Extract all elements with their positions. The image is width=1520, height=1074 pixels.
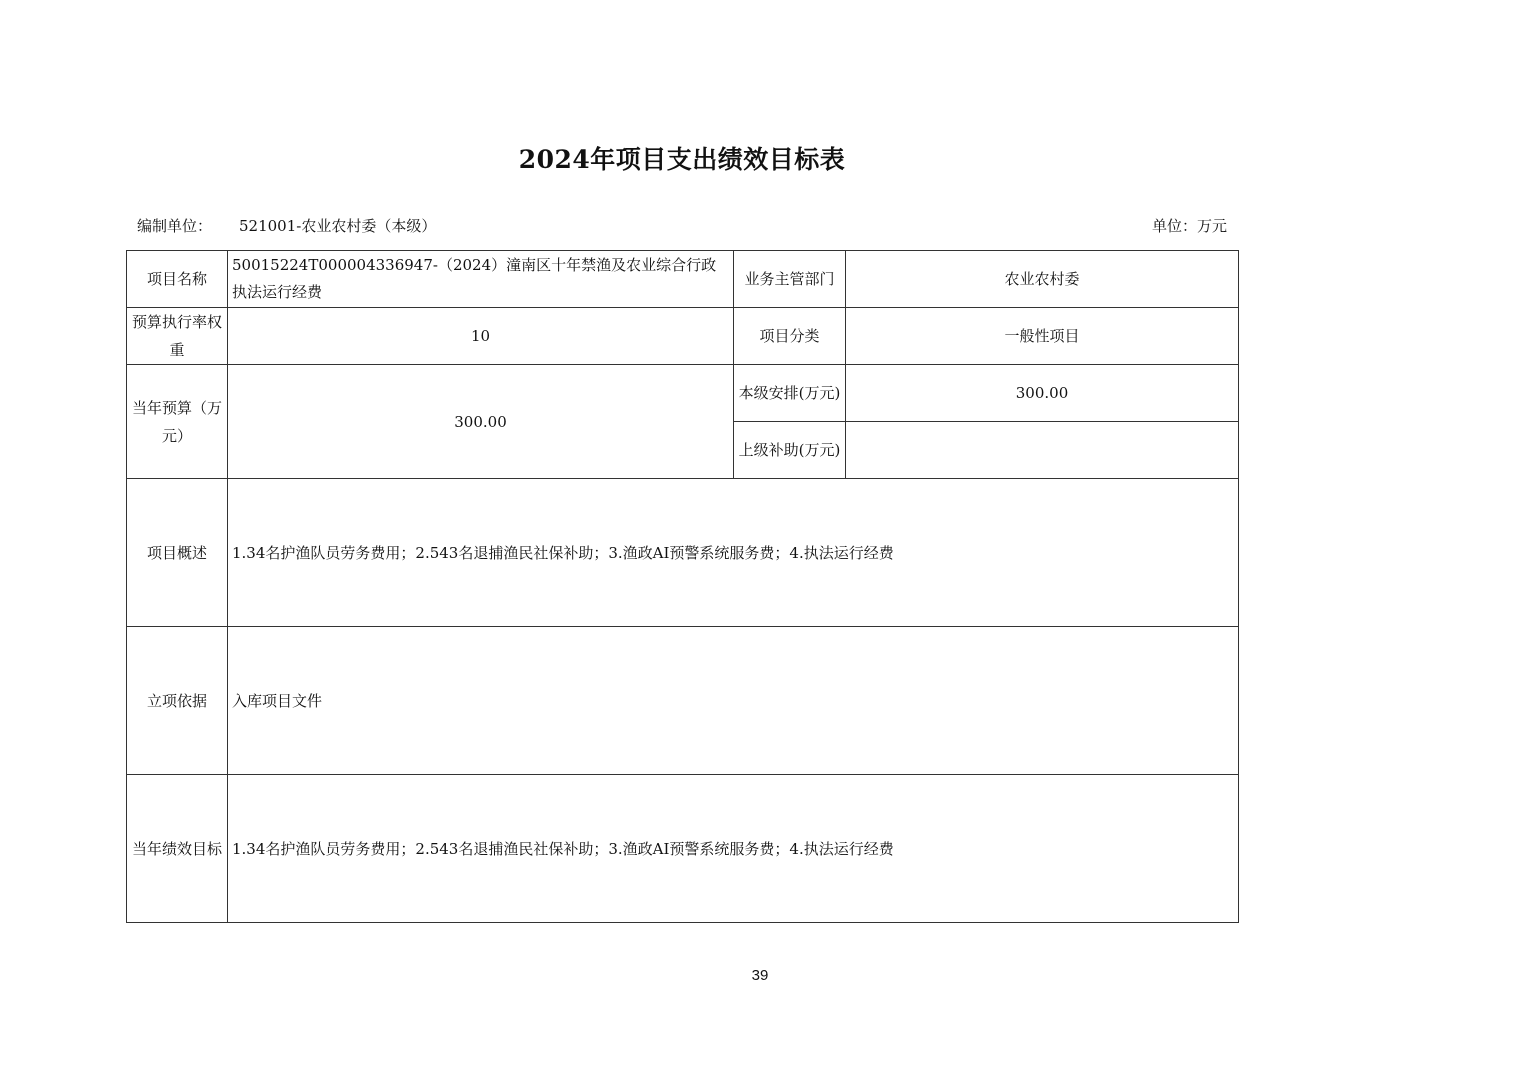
category-value: 一般性项目: [846, 308, 1239, 365]
org-value: 521001-农业农村委（本级）: [239, 217, 437, 235]
goal-label: 当年绩效目标: [127, 775, 228, 923]
dept-label: 业务主管部门: [734, 251, 846, 308]
unit-label: 单位：万元: [1151, 217, 1227, 235]
org-label: 编制单位：: [137, 217, 213, 235]
dept-value: 农业农村委: [846, 251, 1239, 308]
table-row: [127, 365, 1239, 422]
exec-rate-value: 10: [228, 308, 734, 365]
budget-label: 当年预算（万元）: [127, 365, 228, 479]
project-name-label: 项目名称: [127, 251, 228, 308]
overview-label: 项目概述: [127, 479, 228, 627]
exec-rate-label: 预算执行率权重: [127, 308, 228, 365]
category-label: 项目分类: [734, 308, 846, 365]
basis-value: 入库项目文件: [228, 627, 1239, 775]
table-row: [127, 627, 1239, 775]
table-row: [127, 775, 1239, 923]
table-row: [127, 479, 1239, 627]
project-name-value: 50015224T000004336947-（2024）潼南区十年禁渔及农业综合行政执法运行经费: [228, 251, 734, 308]
org-info: [137, 215, 436, 236]
local-value: 300.00: [846, 365, 1239, 422]
budget-value: 300.00: [228, 365, 734, 479]
page-title: 2024年项目支出绩效目标表: [518, 145, 846, 174]
overview-value: 1.34名护渔队员劳务费用；2.543名退捕渔民社保补助；3.渔政AI预警系统服务费；4.执法运行经费: [228, 479, 1239, 627]
performance-table: [126, 250, 1239, 923]
table-row: [127, 308, 1239, 365]
upper-value: [846, 422, 1239, 479]
local-label: 本级安排(万元): [734, 365, 846, 422]
upper-label: 上级补助(万元): [734, 422, 846, 479]
table-row: [127, 251, 1239, 308]
page-number: 39: [751, 967, 769, 984]
goal-value: 1.34名护渔队员劳务费用；2.543名退捕渔民社保补助；3.渔政AI预警系统服务费；4.执法运行经费: [228, 775, 1239, 923]
basis-label: 立项依据: [127, 627, 228, 775]
